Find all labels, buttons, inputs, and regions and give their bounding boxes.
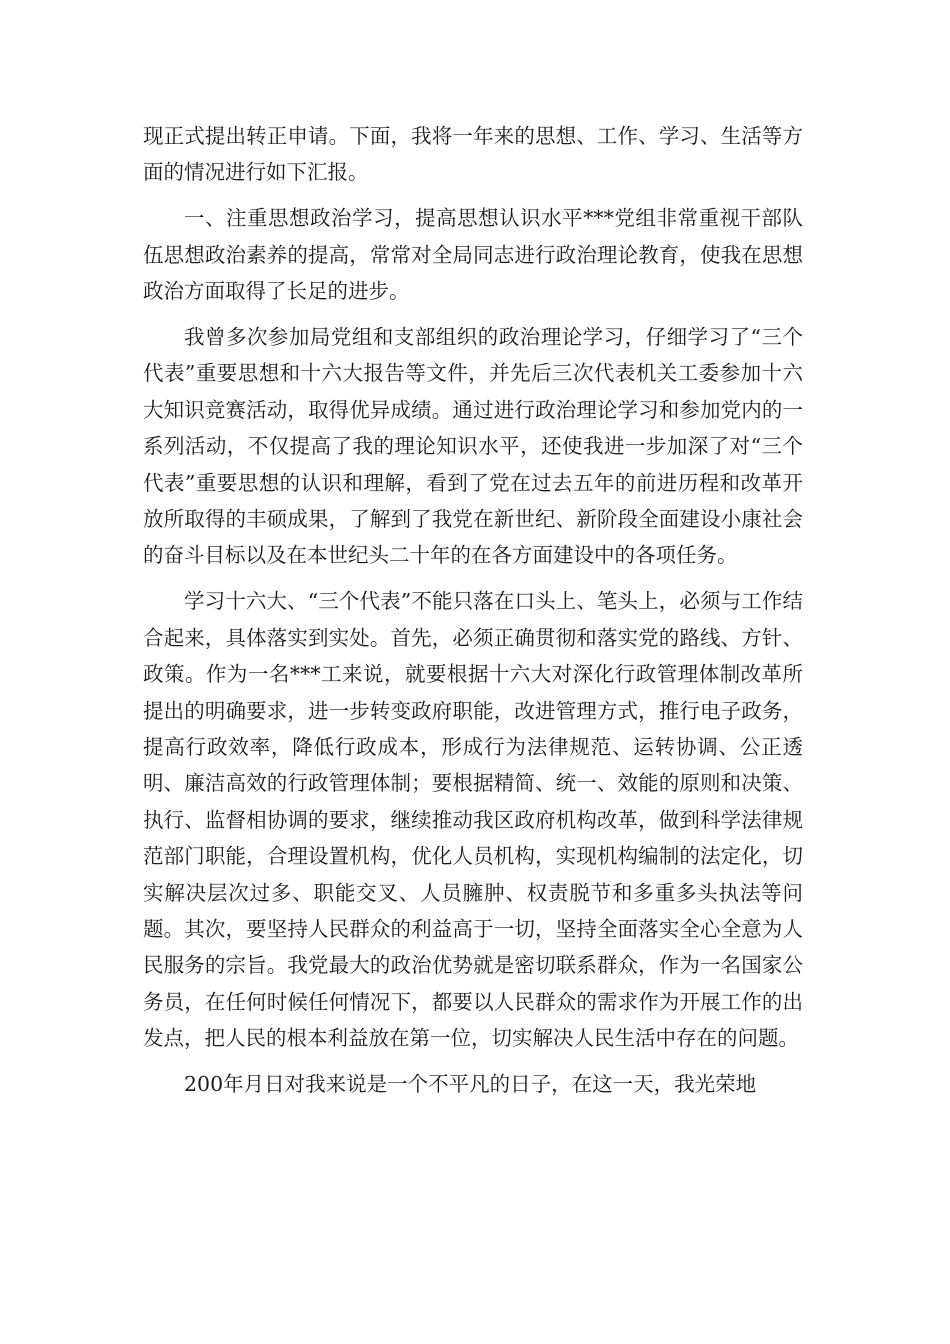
paragraph-5: 200年月日对我来说是一个不平凡的日子，在这一天，我光荣地 [184,1072,757,1097]
paragraph-1: 现正式提出转正申请。下面，我将一年来的思想、工作、学习、生活等方面的情况进行如下汇报。 [143,124,803,185]
document-body [143,118,803,1112]
paragraph-4: 学习十六大、“三个代表”不能只落在口头上、笔头上，必须与工作结合起来，具体落实到实处。首先，必须正确贯彻和落实党的路线、方针、政策。作为一名***工来说，就要根据十六大对深化行政管理体制改革所提出的明确要求，进一步转变政府职能，改进管理方式，推行电子政务，提高行政效率，降低行政成本，形成行为法律规范、运转协调、公正透明、廉洁高效的行政管理体制；要根据精简、统一、效能的原则和决策、执行、监督相协调的要求，继续推动我区政府机构改革，做到科学法律规范部门职能，合理设置机构，优化人员机构，实现机构编制的法定化，切实解决层次过多、职能交叉、人员臃肿、权责脱节和多重多头执法等问题。其次，要坚持人民群众的利益高于一切，坚持全面落实全心全意为人民服务的宗旨。我党最大的政治优势就是密切联系群众，作为一名国家公务员，在任何时候任何情况下，都要以人民群众的需求作为开展工作的出发点，把人民的根本利益放在第一位，切实解决人民生活中存在的问题。 [143,589,803,1051]
paragraph-2: 一、注重思想政治学习，提高思想认识水平***党组非常重视干部队伍思想政治素养的提高，常常对全局同志进行政治理论教育，使我在思想政治方面取得了长足的进步。 [143,206,803,304]
paragraph-3: 我曾多次参加局党组和支部组织的政治理论学习，仔细学习了“三个代表”重要思想和十六大报告等文件，并先后三次代表机关工委参加十六大知识竞赛活动，取得优异成绩。通过进行政治理论学习和参加党内的一系列活动，不仅提高了我的理论知识水平，还使我进一步加深了对“三个代表”重要思想的认识和理解，看到了党在过去五年的前进历程和改革开放所取得的丰硕成果，了解到了我党在新世纪、新阶段全面建设小康社会的奋斗目标以及在本世纪头二十年的在各方面建设中的各项任务。 [143,325,803,568]
